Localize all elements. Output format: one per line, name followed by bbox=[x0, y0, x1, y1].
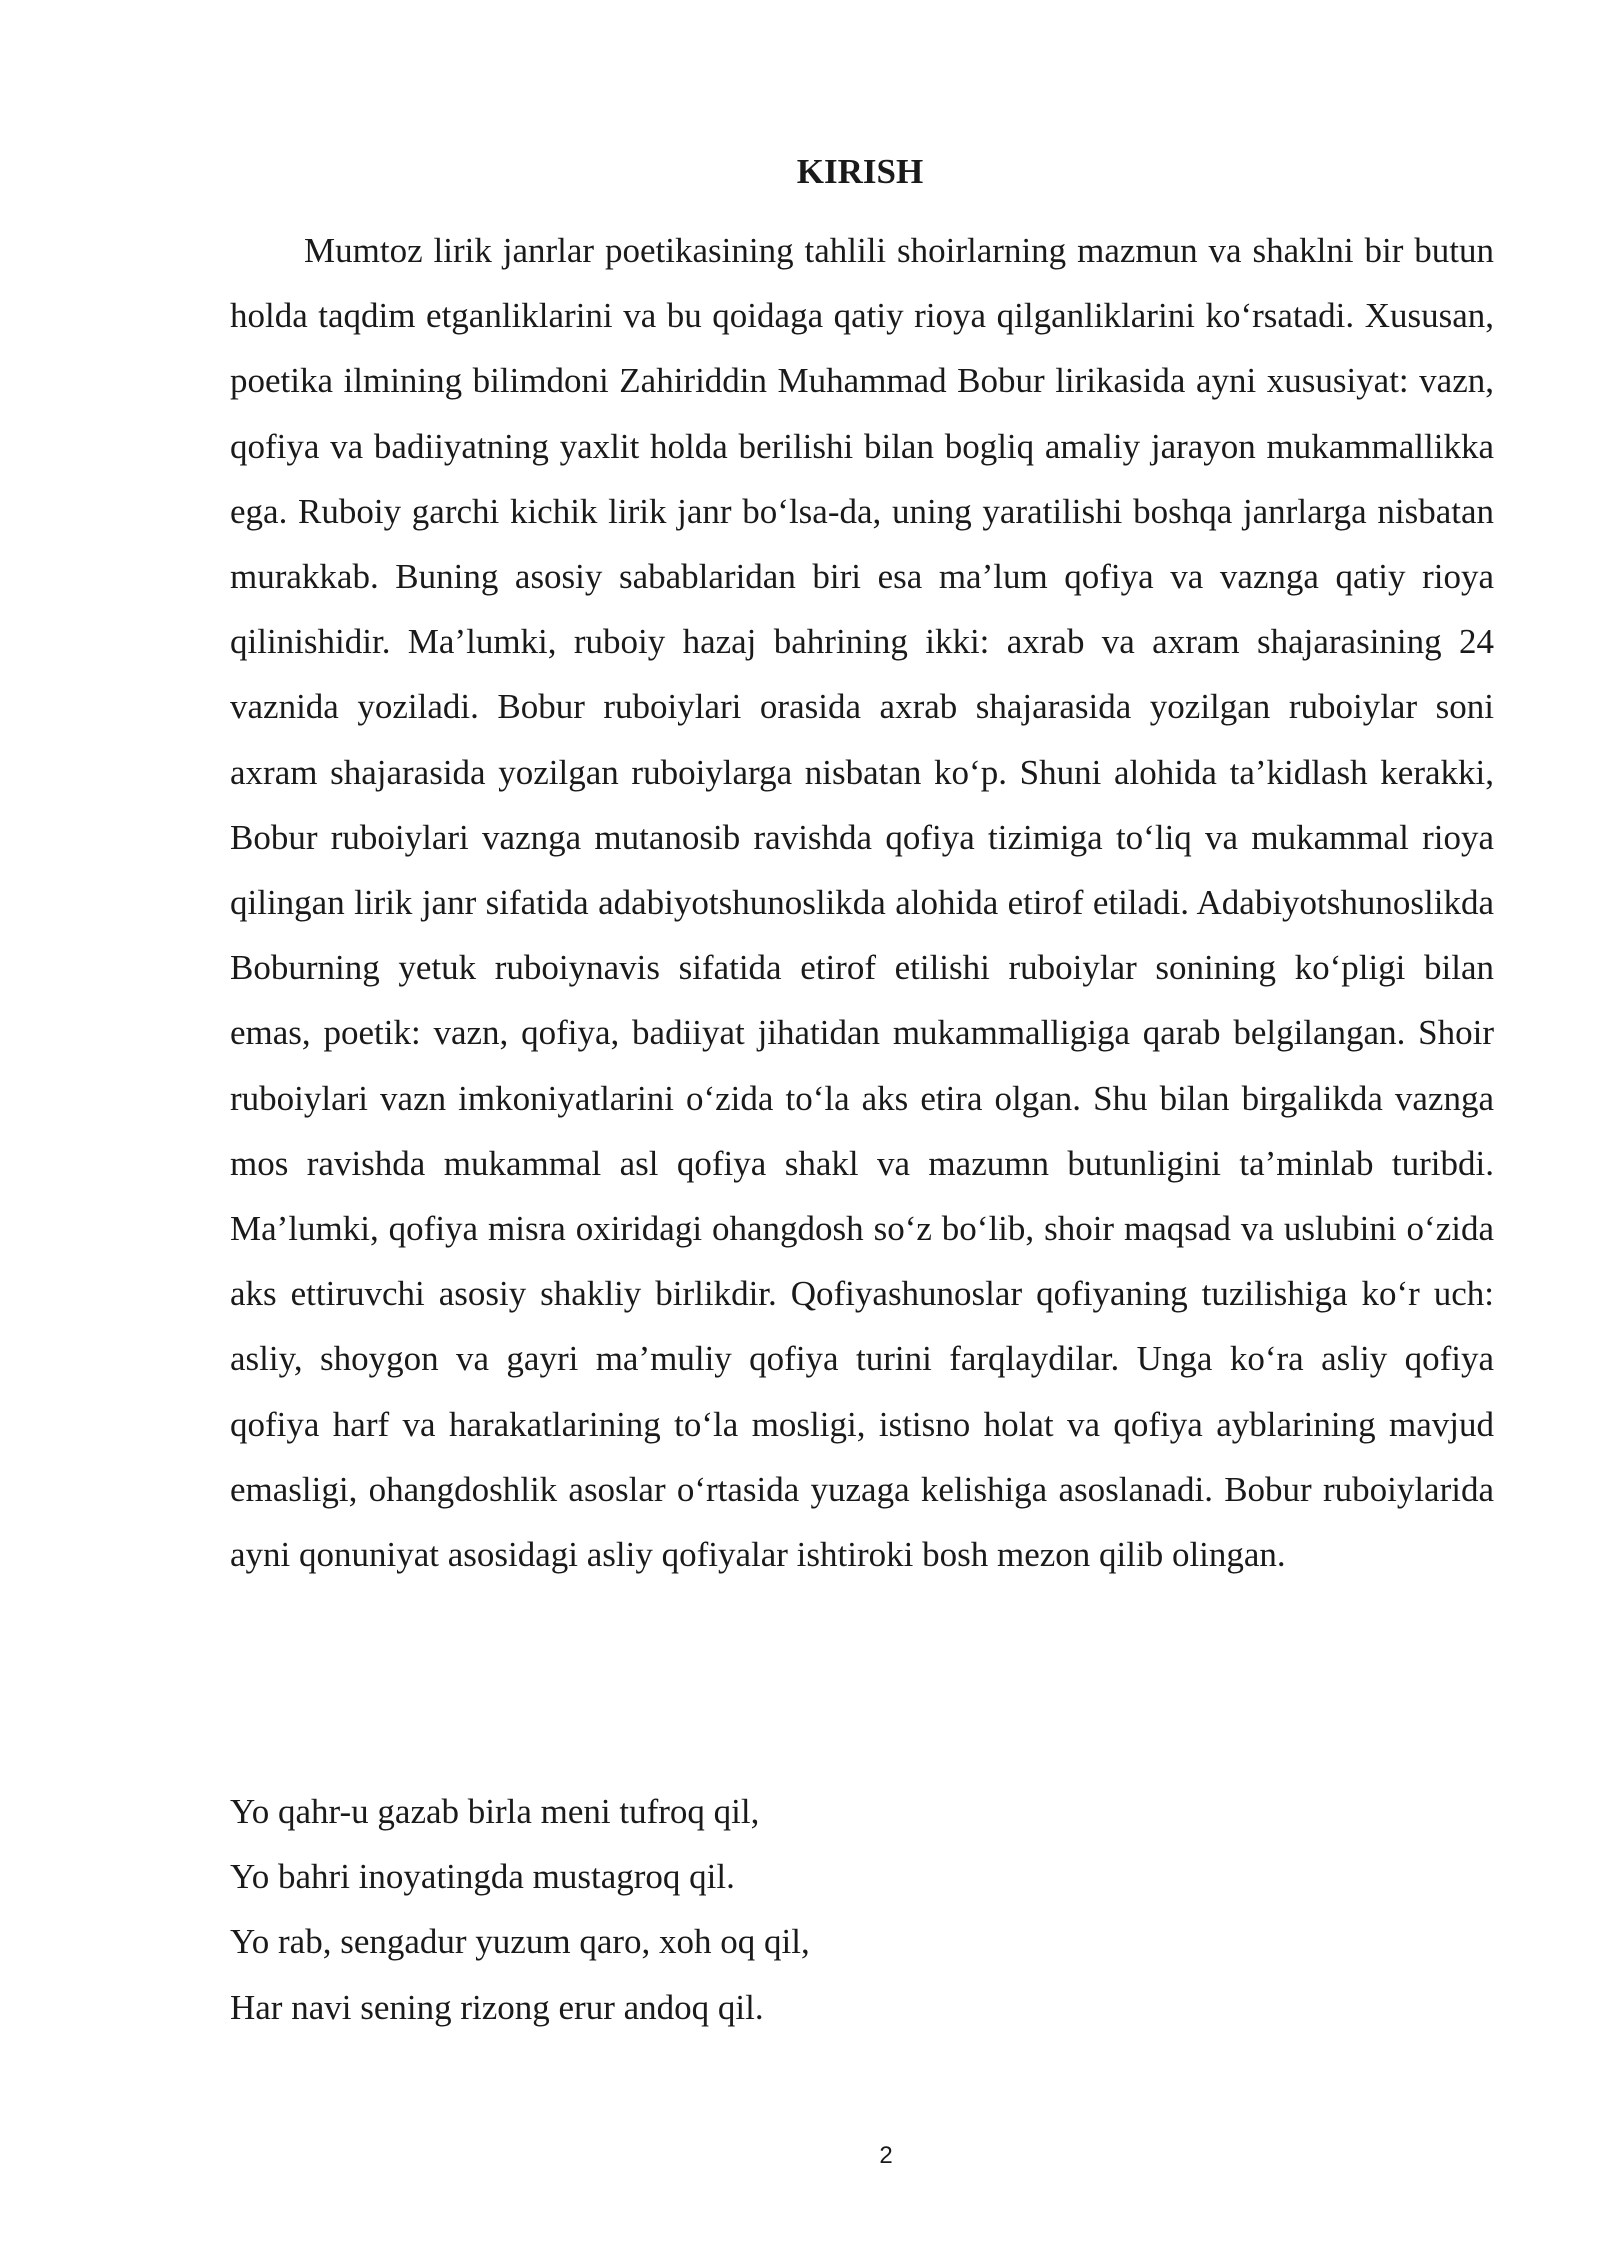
ruboiy-quatrain bbox=[230, 1779, 1494, 2040]
poem-line-1: Yo qahr-u gazab birla meni tufroq qil, bbox=[230, 1792, 760, 1831]
body-text bbox=[230, 218, 1494, 1587]
poem-line-3: Yo rab, sengadur yuzum qaro, xoh oq qil, bbox=[230, 1922, 810, 1962]
section-heading: KIRISH bbox=[796, 152, 924, 191]
intro-paragraph: Mumtoz lirik janrlar poetikasining tahlili shoirlarning mazmun va shaklni bir butun holda taqdim etganliklarini va bu qoidaga qatiy rioya qilganliklarini ko‘rsatadi. Xususan, poetika ilmining bilimdoni Zahiriddin Muhammad Bobur lirikasida ayni xususiyat: vazn, qofiya va badiiyatning yaxlit holda berilishi bilan bogliq amaliy jarayon mukammallikka ega. Ruboiy garchi kichik lirik janr bo‘lsa-da, uning yaratilishi boshqa janrlarga nisbatan murakkab. Buning asosiy sabablaridan biri esa ma’lum qofiya va vaznga qatiy rioya qilinishidir. Ma’lumki, ruboiy hazaj bahrining ikki: axrab va axram shajarasining 24 vaznida yoziladi. Bobur ruboiylari orasida axrab shajarasida yozilgan ruboiylar soni axram shajarasida yozilgan ruboiylarga nisbatan ko‘p. Shuni alohida ta’kidlash kerakki, Bobur ruboiylari vaznga mutanosib ravishda qofiya tizimiga to‘liq va mukammal rioya qilingan lirik janr sifatida adabiyotshunoslikda alohida etirof etiladi. Adabiyotshunoslikda Boburning yetuk ruboiynavis sifatida etirof etilishi ruboiylar sonining ko‘pligi bilan emas, poetik: vazn, qofiya, badiiyat jihatidan mukammalligiga qarab belgilangan. Shoir ruboiylari vazn imkoniyatlarini o‘zida to‘la aks etira olgan. Shu bilan birgalikda vaznga mos ravishda mukammal asl qofiya shakl va mazumn butunligini ta’minlab turibdi. Ma’lumki, qofiya misra oxiridagi ohangdosh so‘z bo‘lib, shoir maqsad va uslubini o‘zida aks ettiruvchi asosiy shakliy birlikdir. Qofiyashunoslar qofiyaning tuzilishiga ko‘r uch: asliy, shoygon va gayri ma’muliy qofiya turini farqlaydilar. Unga ko‘ra asliy qofiya qofiya harf va harakatlarining to‘la mosligi, istisno holat va qofiya ayblarining mavjud emasligi, ohangdoshlik asoslar o‘rtasida yuzaga kelishiga asoslanadi. Bobur ruboiylarida ayni qonuniyat asosidagi asliy qofiyalar ishtiroki bosh mezon qilib olingan. bbox=[230, 231, 1494, 1575]
page-number: 2 bbox=[879, 2142, 893, 2169]
poem-line-2: Yo bahri inoyatingda mustagroq qil. bbox=[230, 1857, 735, 1897]
poem-line-4: Har navi sening rizong erur andoq qil. bbox=[230, 1987, 764, 2027]
